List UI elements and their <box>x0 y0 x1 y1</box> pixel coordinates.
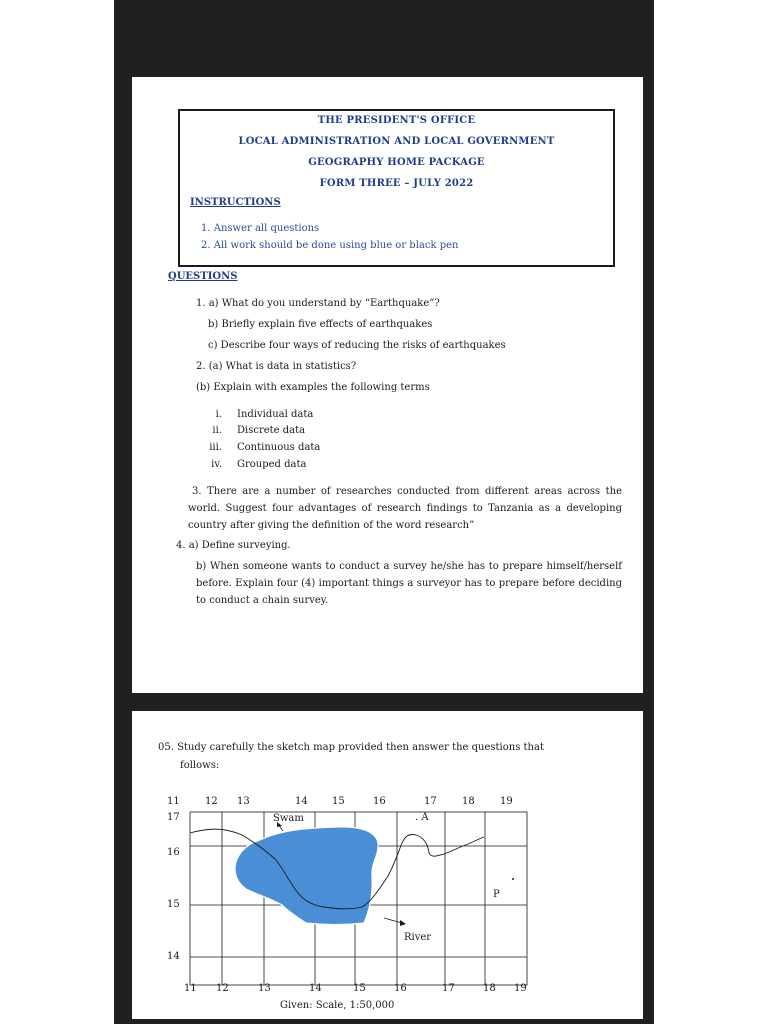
arrow-head-icon <box>400 920 406 926</box>
question-1c: c) Describe four ways of reducing the risks of earthquakes <box>208 340 506 351</box>
grid-label: 15 <box>332 796 345 807</box>
grid-label: 18 <box>483 983 496 994</box>
document-page-2 <box>132 711 643 1019</box>
grid-label: 16 <box>394 983 407 994</box>
header-subject: GEOGRAPHY HOME PACKAGE <box>308 157 485 168</box>
list-numeral: iv. <box>211 459 222 470</box>
list-numeral: i. <box>215 409 222 420</box>
document-page-1 <box>132 77 643 693</box>
grid-label: 18 <box>462 796 475 807</box>
question-5: 05. Study carefully the sketch map provided then answer the questions that <box>158 742 544 753</box>
question-1b: b) Briefly explain five effects of earthquakes <box>208 319 433 330</box>
list-item: Discrete data <box>237 425 306 436</box>
point-a-label: . A <box>415 812 429 823</box>
question-3: 3. There are a number of researches conducted from different areas across the world. Suggest four advantages of research findings to Tanzania as a developing country after giving the definition of the word research” <box>188 486 622 531</box>
swamp-area <box>235 827 378 925</box>
instruction-item: 2. All work should be done using blue or black pen <box>201 240 459 251</box>
swamp-label: Swam <box>273 813 304 824</box>
question-4a: 4. a) Define surveying. <box>176 540 291 551</box>
grid-label: 13 <box>258 983 271 994</box>
questions-heading: QUESTIONS <box>168 271 238 282</box>
grid-label: 12 <box>205 796 218 807</box>
point-marker <box>512 878 514 880</box>
side-grid-labels <box>167 812 180 962</box>
grid-label: 11 <box>167 796 180 807</box>
grid-label: 17 <box>167 812 180 823</box>
grid-label: 12 <box>216 983 229 994</box>
header-form: FORM THREE – JULY 2022 <box>319 178 474 189</box>
list-numeral: iii. <box>209 442 222 453</box>
grid-label: 14 <box>295 796 308 807</box>
list-numeral: ii. <box>212 425 222 436</box>
map-scale: Given: Scale, 1:50,000 <box>280 1000 395 1011</box>
grid-label: 19 <box>500 796 513 807</box>
grid-label: 14 <box>167 951 180 962</box>
question-2a: 2. (a) What is data in statistics? <box>196 361 357 372</box>
grid-label: 16 <box>373 796 386 807</box>
sketch-map <box>132 711 643 1019</box>
grid-label: 13 <box>237 796 250 807</box>
header-box <box>178 109 615 267</box>
grid-label: 16 <box>167 847 180 858</box>
list-item: Continuous data <box>237 442 321 453</box>
grid-label: 15 <box>167 899 180 910</box>
instructions-heading: INSTRUCTIONS <box>190 197 281 208</box>
instruction-item: 1. Answer all questions <box>201 223 320 234</box>
grid-label: 14 <box>309 983 322 994</box>
grid-label: 19 <box>514 983 527 994</box>
question-5-continued: follows: <box>180 760 220 771</box>
river-label: River <box>404 932 432 943</box>
list-item: Grouped data <box>237 459 307 470</box>
question-1a: 1. a) What do you understand by “Earthquake”? <box>196 298 440 309</box>
point-p-label: P <box>493 889 500 900</box>
header-subtitle: LOCAL ADMINISTRATION AND LOCAL GOVERNMENT <box>238 136 555 147</box>
top-grid-labels <box>167 796 513 807</box>
question-2b: (b) Explain with examples the following terms <box>196 382 430 393</box>
grid-label: 17 <box>424 796 437 807</box>
river-pointer <box>384 918 402 923</box>
list-item: Individual data <box>237 409 314 420</box>
header-title: THE PRESIDENT'S OFFICE <box>317 115 476 126</box>
question-4b: b) When someone wants to conduct a survey he/she has to prepare himself/herself before. Explain four (4) important things a surveyor has to prepare before deciding to conduct a chain survey. <box>196 561 622 606</box>
grid-label: 11 <box>184 983 197 994</box>
grid-label: 15 <box>353 983 366 994</box>
grid-label: 17 <box>442 983 455 994</box>
